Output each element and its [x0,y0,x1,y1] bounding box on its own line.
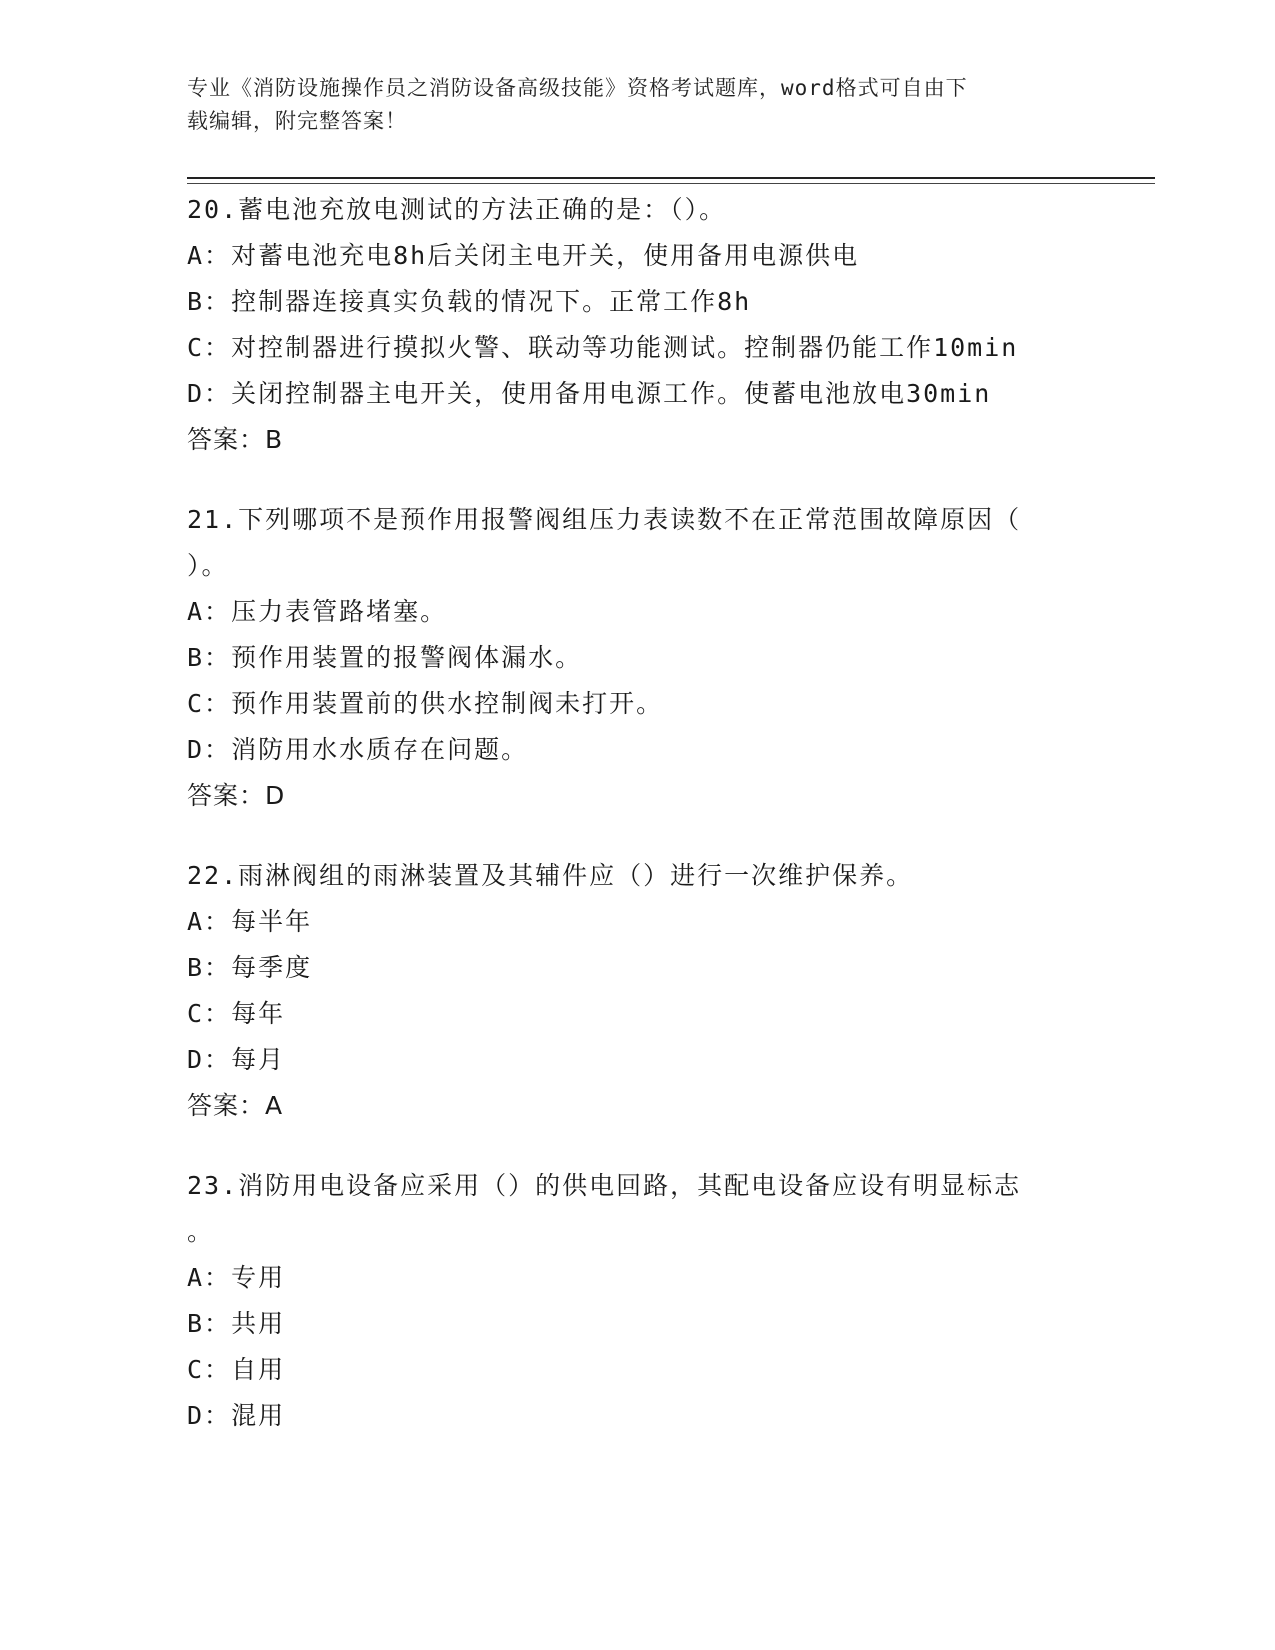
option-key: B： [187,287,232,316]
option-key: A： [187,241,232,270]
option-text: 消防用水水质存在问题。 [231,735,529,764]
option-b [187,279,1087,325]
option-key: C： [187,689,232,718]
header-line-2: 载编辑，附完整答案！ [187,109,407,133]
question-22 [187,853,1087,1129]
option-a [187,899,1087,945]
option-text: 共用 [231,1309,286,1338]
option-key: D： [187,735,232,764]
option-key: C： [187,1355,232,1384]
option-text: 混用 [231,1401,286,1430]
option-d [187,371,1087,417]
option-key: B： [187,643,232,672]
option-text: 专用 [231,1263,286,1292]
option-text: 预作用装置前的供水控制阀未打开。 [231,689,664,718]
option-text: 每半年 [231,907,313,936]
option-text: 压力表管路堵塞。 [231,597,448,626]
option-a [187,233,1087,279]
option-key: A： [187,907,232,936]
option-key: A： [187,1263,232,1292]
question-21 [187,497,1087,819]
option-d [187,1037,1087,1083]
question-stem: 23.消防用电设备应采用（）的供电回路，其配电设备应设有明显标志 [187,1171,1022,1200]
option-key: A： [187,597,232,626]
option-c [187,1347,1087,1393]
option-key: C： [187,333,232,362]
option-c [187,991,1087,1037]
option-b [187,1301,1087,1347]
question-stem: 20.蓄电池充放电测试的方法正确的是：（）。 [187,195,727,224]
option-c [187,325,1087,371]
answer-label: 答案：A [187,1091,284,1120]
header-line-1: 专业《消防设施操作员之消防设备高级技能》资格考试题库，word格式可自由下 [187,76,968,100]
question-23 [187,1163,1087,1439]
document-header [187,72,1087,138]
option-text: 关闭控制器主电开关，使用备用电源工作。使蓄电池放电30min [231,379,992,408]
option-text: 控制器连接真实负载的情况下。正常工作8h [231,287,752,316]
answer-label: 答案：B [187,425,284,454]
question-stem: 21.下列哪项不是预作用报警阀组压力表读数不在正常范围故障原因（ [187,505,1022,534]
option-key: D： [187,1401,232,1430]
option-d [187,1393,1087,1439]
option-text: 自用 [231,1355,286,1384]
option-d [187,727,1087,773]
option-a [187,1255,1087,1301]
option-text: 对控制器进行摸拟火警、联动等功能测试。控制器仍能工作10min [231,333,1019,362]
option-text: 每年 [231,999,286,1028]
option-key: D： [187,1045,232,1074]
question-stem: 22.雨淋阀组的雨淋装置及其辅件应（）进行一次维护保养。 [187,861,914,890]
question-stem-continuation: ）。 [187,551,229,580]
question-stem-continuation: 。 [187,1217,215,1246]
option-b [187,945,1087,991]
option-text: 每季度 [231,953,313,982]
header-divider-thin [187,183,1155,184]
option-text: 对蓄电池充电8h后关闭主电开关，使用备用电源供电 [231,241,860,270]
option-b [187,635,1087,681]
option-text: 每月 [231,1045,286,1074]
question-list [187,187,1087,1439]
option-key: B： [187,953,232,982]
option-text: 预作用装置的报警阀体漏水。 [231,643,583,672]
answer-label: 答案：D [187,781,286,810]
option-c [187,681,1087,727]
option-key: B： [187,1309,232,1338]
option-key: D： [187,379,232,408]
question-20 [187,187,1087,463]
option-key: C： [187,999,232,1028]
option-a [187,589,1087,635]
header-divider-thick [187,177,1155,179]
